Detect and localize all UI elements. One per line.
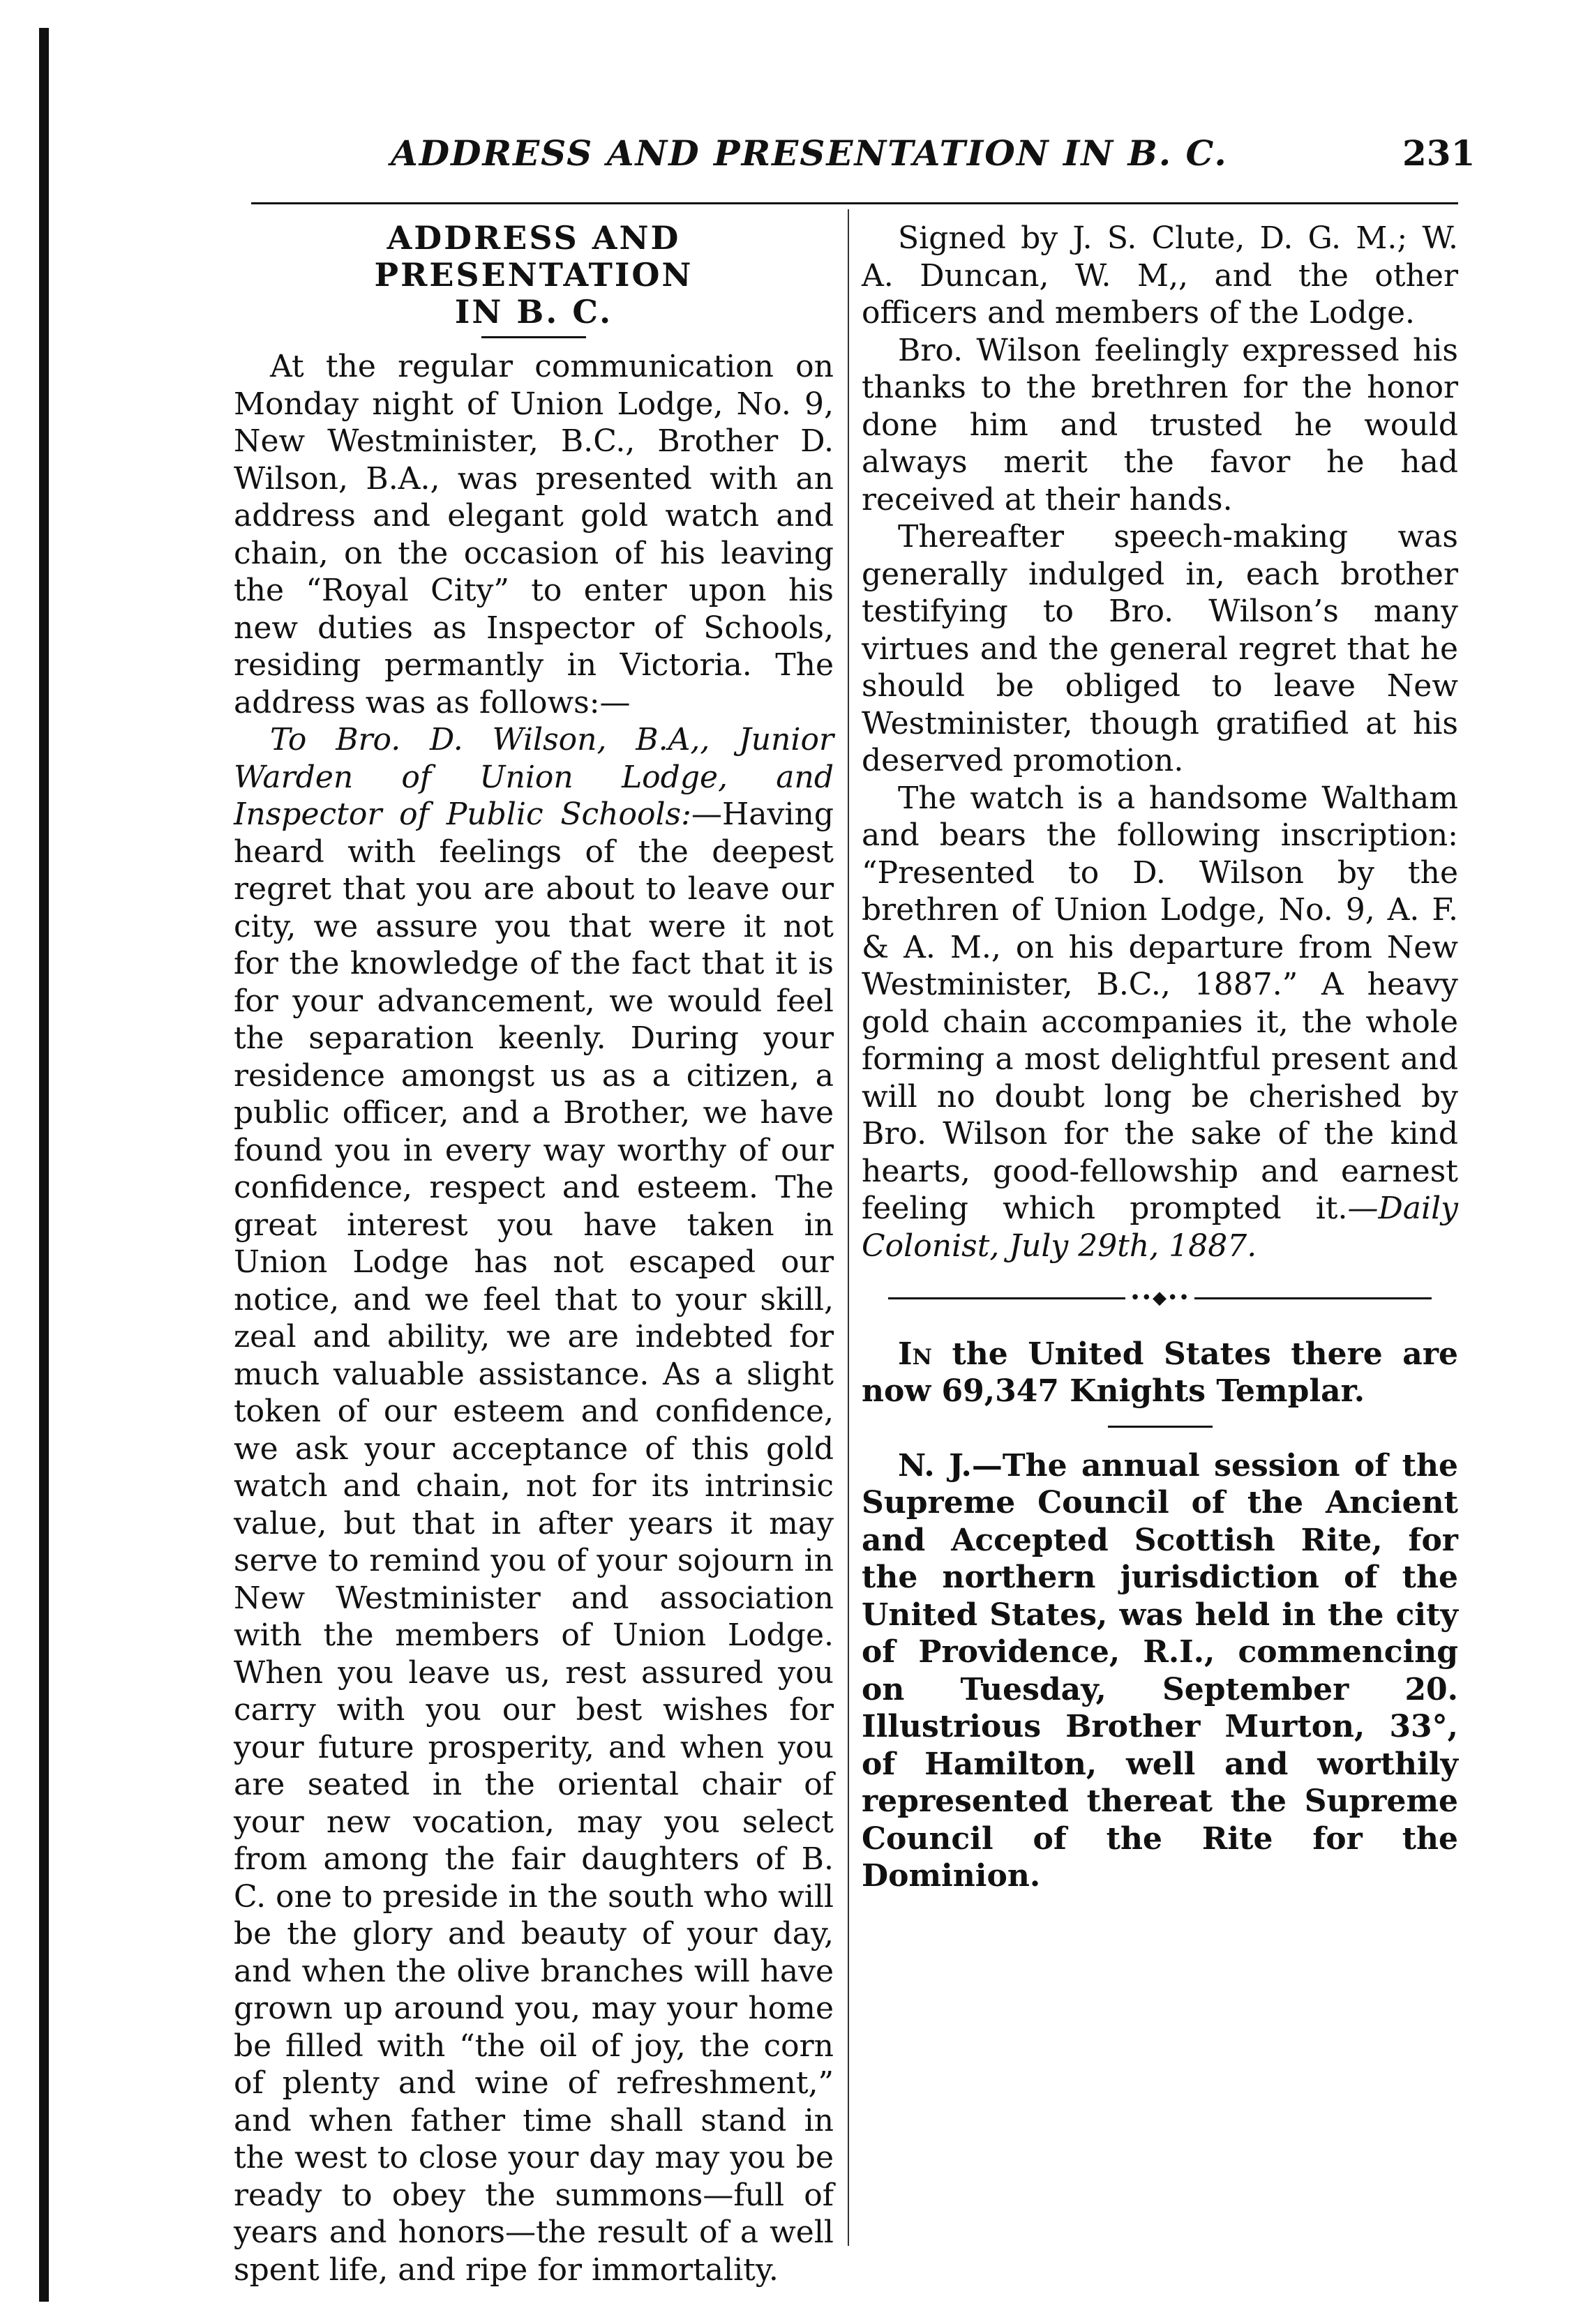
nj-paragraph: N. J.—The annual session of the Supreme Council of the Ancient and Accepted Scottish Rite, for the northern jurisdiction of the United States, was held in the city of Providence, R.I., commencing on Tuesday, September 20. Illustrious Brother Murton, 33°, of Hamilton, well and worthily represented thereat the Supreme Council of the Rite for the Dominion. [862,1447,1458,1894]
short-rule [1108,1426,1213,1428]
column-divider [848,209,849,2246]
page-number: 231 [1402,133,1476,174]
section-separator [862,1280,1458,1318]
running-title: ADDRESS AND PRESENTATION IN B. C. [391,133,1228,174]
title-rule [481,336,586,338]
left-column [234,220,834,2288]
article-title [234,220,834,331]
separator-line-left [888,1297,1125,1299]
watch-paragraph [862,780,1458,1265]
address-paragraph [234,721,834,2288]
templar-paragraph [862,1336,1458,1410]
templar-text: the United States there are now 69,347 Knights Templar. [862,1336,1458,1409]
watch-text: The watch is a handsome Waltham and bears the following inscription: “Presented to D. Wilson by the brethren of Union Lodge, No. 9, A. F. & A. M., on his departure from New Westminister, B.C., 1887.” A heavy gold chain accompanies it, the whole forming a most delightful present and will no doubt long be cherished by Bro. Wilson for the sake of the kind hearts, good-fellowship and earnest feeling which prompted it. [862,780,1458,1226]
signed-paragraph: Signed by J. S. Clute, D. G. M.; W. A. Duncan, W. M,, and the other officers and members of the Lodge. [862,220,1458,331]
templar-lead: In [898,1336,932,1372]
address-salutation: To Bro. D. Wilson, B.A,, Junior Warden of Union Lodge, and Inspector of Public Schools: [234,722,834,832]
intro-paragraph: At the regular communication on Monday night of Union Lodge, No. 9, New Westminister, B.C., Brother D. Wilson, B.A., was presented with an address and elegant gold watch and chain, on the occasion of his leaving the “Royal City” to enter upon his new duties as Inspector of Schools, residing permantly in Victoria. The address was as follows:— [234,349,834,720]
header-rule [251,202,1458,204]
address-body: —Having heard with feelings of the deepest regret that you are about to leave our city, we assure you that were it not for the knowledge of the fact that it is for your advancement, we would feel the separation keenly. During your residence amongst us as a citizen, a public officer, and a Brother, we have found you in every way worthy of our confidence, respect and esteem. The great interest you have taken in Union Lodge has not escaped our notice, and we feel that to your skill, zeal and ability, we are indebted for much valuable assistance. As a slight token of our esteem and confidence, we ask your acceptance of this gold watch and chain, not for its intrinsic value, but that in after years it may serve to remind you of your sojourn in New Westminister and association with the members of Union Lodge. When you leave us, rest assured you carry with you our best wishes for your future prosperity, and when you are seated in the oriental chair of your new vocation, may you select from among the fair daughters of B. C. one to preside in the south who will be the glory and beauty of your day, and when the olive branches will have grown up around you, may your home be filled with “the oil of joy, the corn of plenty and wine of refreshment,” and when father time shall stand in the west to close your day may you be ready to obey the summons—full of years and honors—the result of a well spent life, and ripe for immortality. [234,797,834,2288]
binding-edge [39,28,49,2302]
reply-paragraph: Bro. Wilson feelingly expressed his thanks to the brethren for the honor done him and trusted he would always merit the favor he had received at their hands. [862,332,1458,518]
speeches-paragraph: Thereafter speech-making was generally indulged in, each brother testifying to Bro. Wilson’s many virtues and the general regret that he should be obliged to leave New Westminister, though gratified at his deserved promotion. [862,519,1458,778]
article-title-line2: IN B. C. [454,293,613,331]
right-column [862,220,1458,1895]
article-title-line1: ADDRESS AND PRESENTATION [374,219,693,294]
separator-line-right [1194,1297,1432,1299]
source-credit: —Daily Colonist, July 29th, 1887. [862,1191,1458,1264]
separator-ornament-icon: ••◆•• [1130,1288,1190,1308]
